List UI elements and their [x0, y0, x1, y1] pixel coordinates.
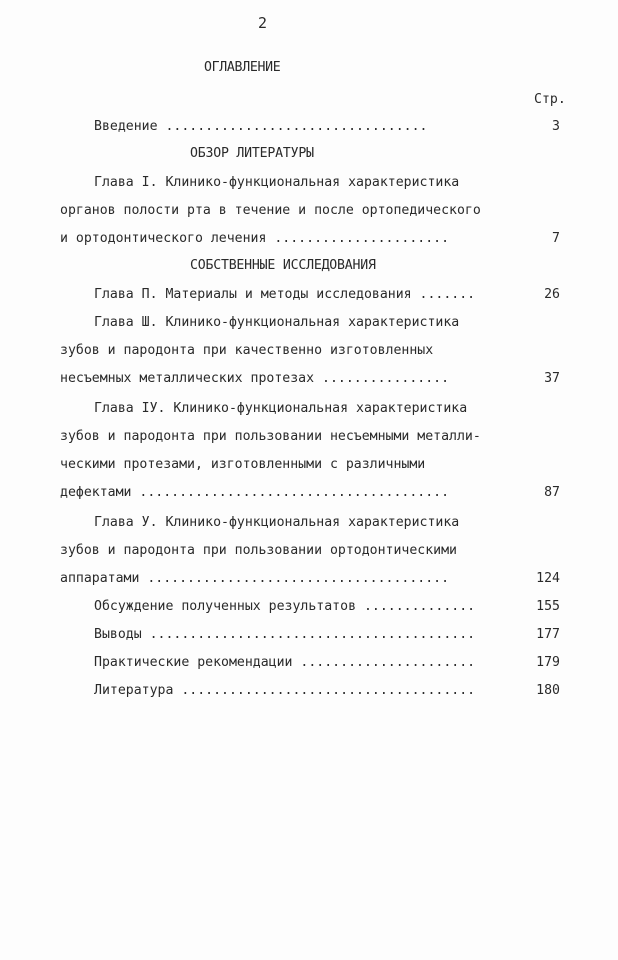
- toc-page-ch2: 26: [544, 287, 560, 302]
- page-column-header: Стр.: [534, 92, 566, 107]
- toc-entry-recommendations: Практические рекомендации ......................: [94, 655, 476, 670]
- toc-entry-ch1-line3: и ортодонтического лечения ......................: [60, 231, 450, 246]
- toc-entry-ch4-line2: зубов и пародонта при пользовании несъемными металли-: [60, 429, 481, 444]
- toc-page-ch5: 124: [536, 571, 560, 586]
- toc-page-ch4: 87: [544, 485, 560, 500]
- toc-page-literature: 180: [536, 683, 560, 698]
- toc-page-discussion: 155: [536, 599, 560, 614]
- toc-entry-ch1-line2: органов полости рта в течение и после ортопедического: [60, 203, 481, 218]
- toc-entry-ch5-line2: зубов и пародонта при пользовании ортодонтическими: [60, 543, 457, 558]
- toc-entry-ch4-line1: Глава IУ. Клинико-функциональная характеристика: [94, 401, 468, 416]
- toc-entry-ch1-line1: Глава I. Клинико-функциональная характеристика: [94, 175, 460, 190]
- toc-entry-ch4-line3: ческими протезами, изготовленными с различными: [60, 457, 426, 472]
- page-number: 2: [258, 14, 268, 32]
- toc-entry-ch2: Глава П. Материалы и методы исследования .......: [94, 287, 476, 302]
- toc-entry-ch5-line3: аппаратами ......................................: [60, 571, 450, 586]
- toc-entry-ch5-line1: Глава У. Клинико-функциональная характеристика: [94, 515, 460, 530]
- toc-page-ch1: 7: [552, 231, 560, 246]
- toc-entry-ch3-line1: Глава Ш. Клинико-функциональная характеристика: [94, 315, 460, 330]
- page-title: ОГЛАВЛЕНИЕ: [204, 60, 281, 75]
- toc-entry-literature: Литература .....................................: [94, 683, 476, 698]
- toc-entry-ch4-line4: дефектами .......................................: [60, 485, 450, 500]
- toc-entry-intro: Введение .................................: [94, 119, 428, 134]
- toc-page-conclusions: 177: [536, 627, 560, 642]
- toc-entry-ch3-line2: зубов и пародонта при качественно изготовленных: [60, 343, 434, 358]
- toc-page-intro: 3: [552, 119, 560, 134]
- toc-entry-discussion: Обсуждение полученных результатов ..............: [94, 599, 476, 614]
- toc-entry-ch3-line3: несъемных металлических протезах ................: [60, 371, 450, 386]
- toc-page-recommendations: 179: [536, 655, 560, 670]
- toc-page-ch3: 37: [544, 371, 560, 386]
- section-heading-review: ОБЗОР ЛИТЕРАТУРЫ: [190, 146, 314, 161]
- section-heading-own: СОБСТВЕННЫЕ ИССЛЕДОВАНИЯ: [190, 258, 376, 273]
- toc-entry-conclusions: Выводы .........................................: [94, 627, 476, 642]
